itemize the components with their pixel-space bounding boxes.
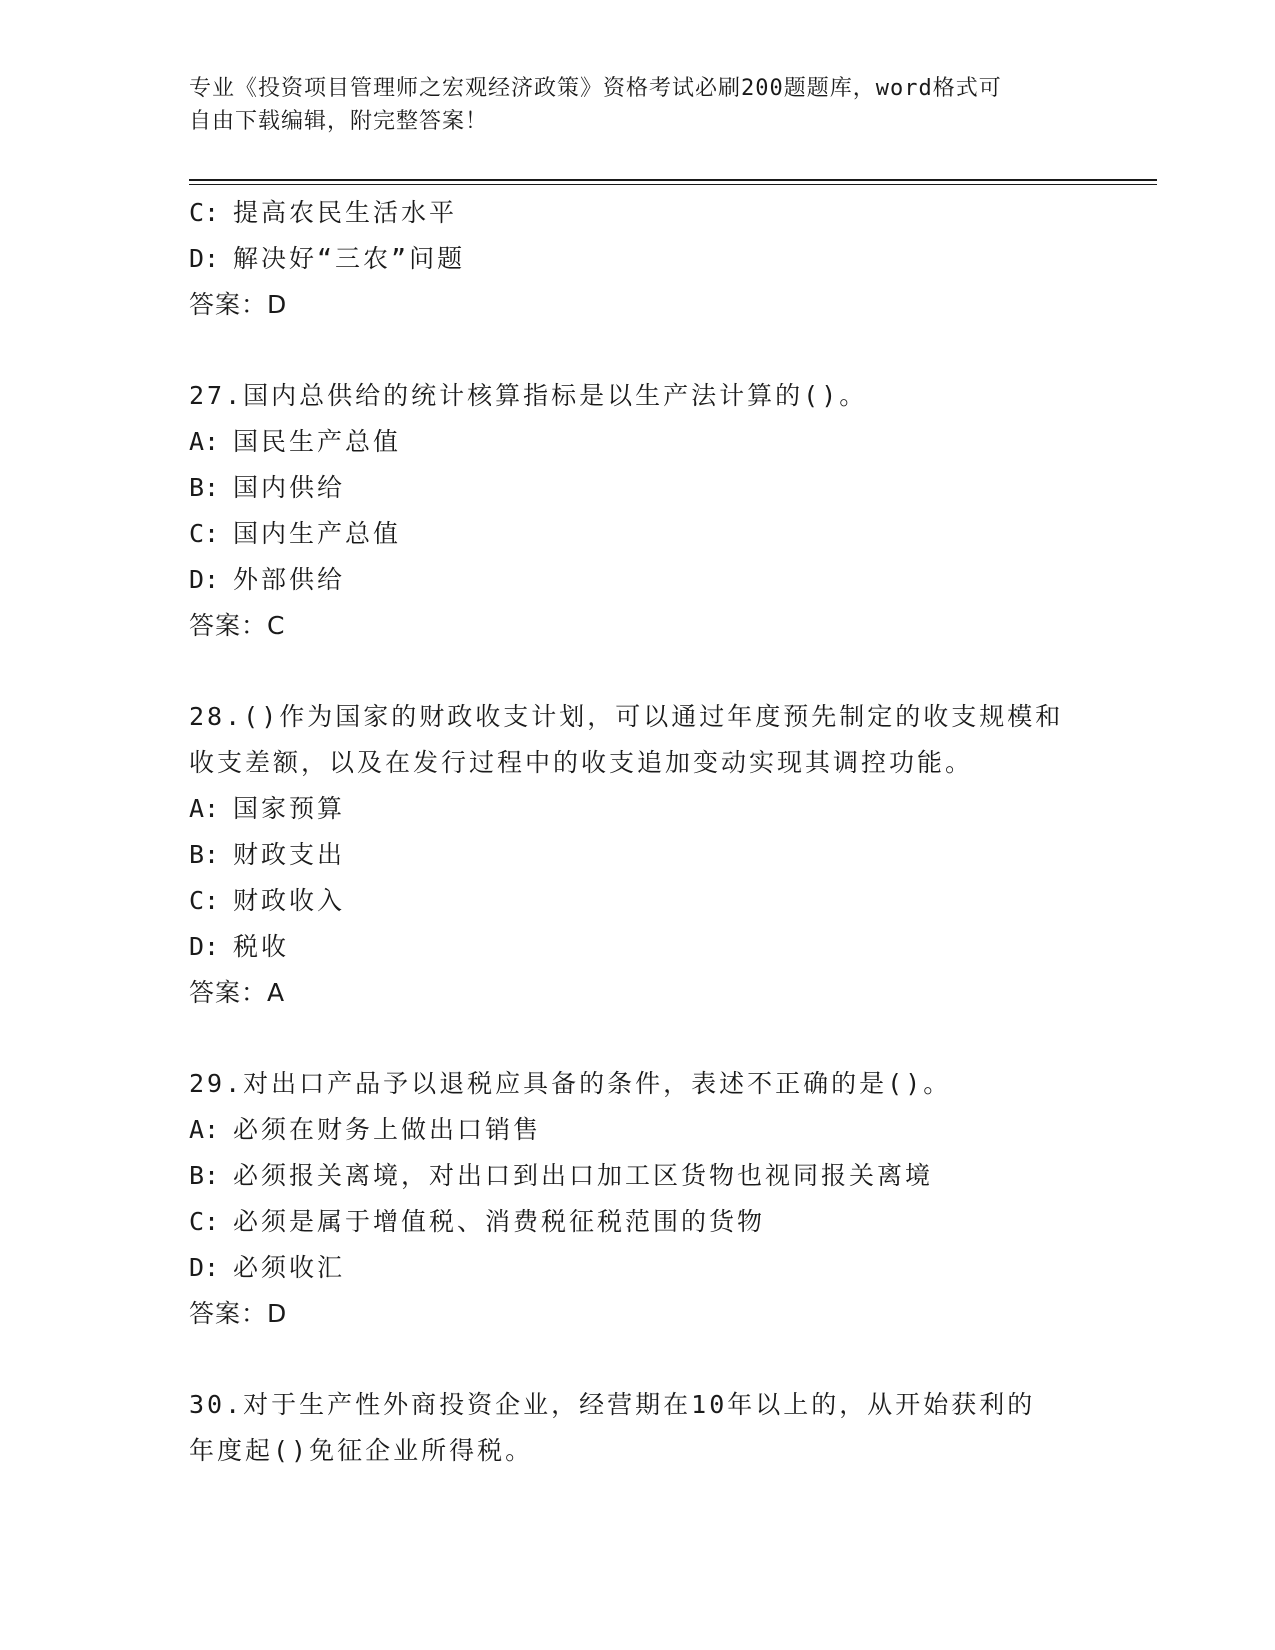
option-letter: C: [189,1207,220,1236]
option-text: 国家预算 [233,794,346,823]
option-d [189,1245,1089,1291]
option-letter: B: [189,473,220,502]
answer-line: 答案：D [189,290,288,319]
answer-line: 答案：C [189,611,286,640]
option-c [189,878,1089,924]
question-29 [189,1061,1089,1337]
header-title-line-1: 专业《投资项目管理师之宏观经济政策》资格考试必刷200题题库，word格式可 [189,76,1002,101]
option-text: 财政收入 [233,886,346,915]
option-text: 必须收汇 [233,1253,346,1282]
question-27 [189,373,1089,649]
option-b [189,465,1089,511]
option-c [189,511,1089,557]
answer-line: 答案：D [189,1299,288,1328]
option-letter: B: [189,840,220,869]
spacer [189,328,1089,373]
option-d [189,236,1089,282]
option-letter: A: [189,794,220,823]
header-title-line-2: 自由下载编辑，附完整答案！ [189,109,489,134]
question-30 [189,1382,1089,1474]
option-text: 外部供给 [233,565,346,594]
option-letter: C: [189,519,220,548]
option-letter: A: [189,427,220,456]
option-letter: C: [189,198,220,227]
option-b [189,832,1089,878]
option-c [189,190,1089,236]
option-d [189,924,1089,970]
question-28 [189,694,1089,1016]
option-text: 国民生产总值 [233,427,402,456]
option-text: 国内生产总值 [233,519,402,548]
option-letter: D: [189,244,220,273]
question-content [189,190,1089,1474]
option-text: 解决好“三农”问题 [233,244,466,273]
option-b [189,1153,1089,1199]
question-stem: 30.对于生产性外商投资企业，经营期在10年以上的，从开始获利的 [189,1390,1036,1419]
question-26-partial [189,190,1089,328]
answer-line: 答案：A [189,978,286,1007]
question-stem: 27.国内总供给的统计核算指标是以生产法计算的()。 [189,381,868,410]
option-letter: B: [189,1161,220,1190]
option-text: 提高农民生活水平 [233,198,458,227]
header-divider-thick [189,179,1157,181]
question-stem: 28.()作为国家的财政收支计划，可以通过年度预先制定的收支规模和 [189,702,1064,731]
option-text: 税收 [233,932,290,961]
question-stem: 29.对出口产品予以退税应具备的条件，表述不正确的是()。 [189,1069,952,1098]
header-divider-thin [189,184,1157,185]
option-text: 必须是属于增值税、消费税征税范围的货物 [233,1207,766,1236]
option-text: 国内供给 [233,473,346,502]
option-text: 财政支出 [233,840,346,869]
option-letter: D: [189,932,220,961]
option-a [189,786,1089,832]
question-stem-continued: 年度起()免征企业所得税。 [189,1436,534,1465]
option-letter: D: [189,1253,220,1282]
spacer [189,1016,1089,1061]
option-a [189,1107,1089,1153]
option-text: 必须报关离境，对出口到出口加工区货物也视同报关离境 [233,1161,934,1190]
option-letter: D: [189,565,220,594]
document-header [189,72,1089,138]
option-text: 必须在财务上做出口销售 [233,1115,542,1144]
option-d [189,557,1089,603]
option-letter: C: [189,886,220,915]
option-letter: A: [189,1115,220,1144]
spacer [189,1337,1089,1382]
option-a [189,419,1089,465]
question-stem-continued: 收支差额，以及在发行过程中的收支追加变动实现其调控功能。 [189,748,974,777]
option-c [189,1199,1089,1245]
spacer [189,649,1089,694]
